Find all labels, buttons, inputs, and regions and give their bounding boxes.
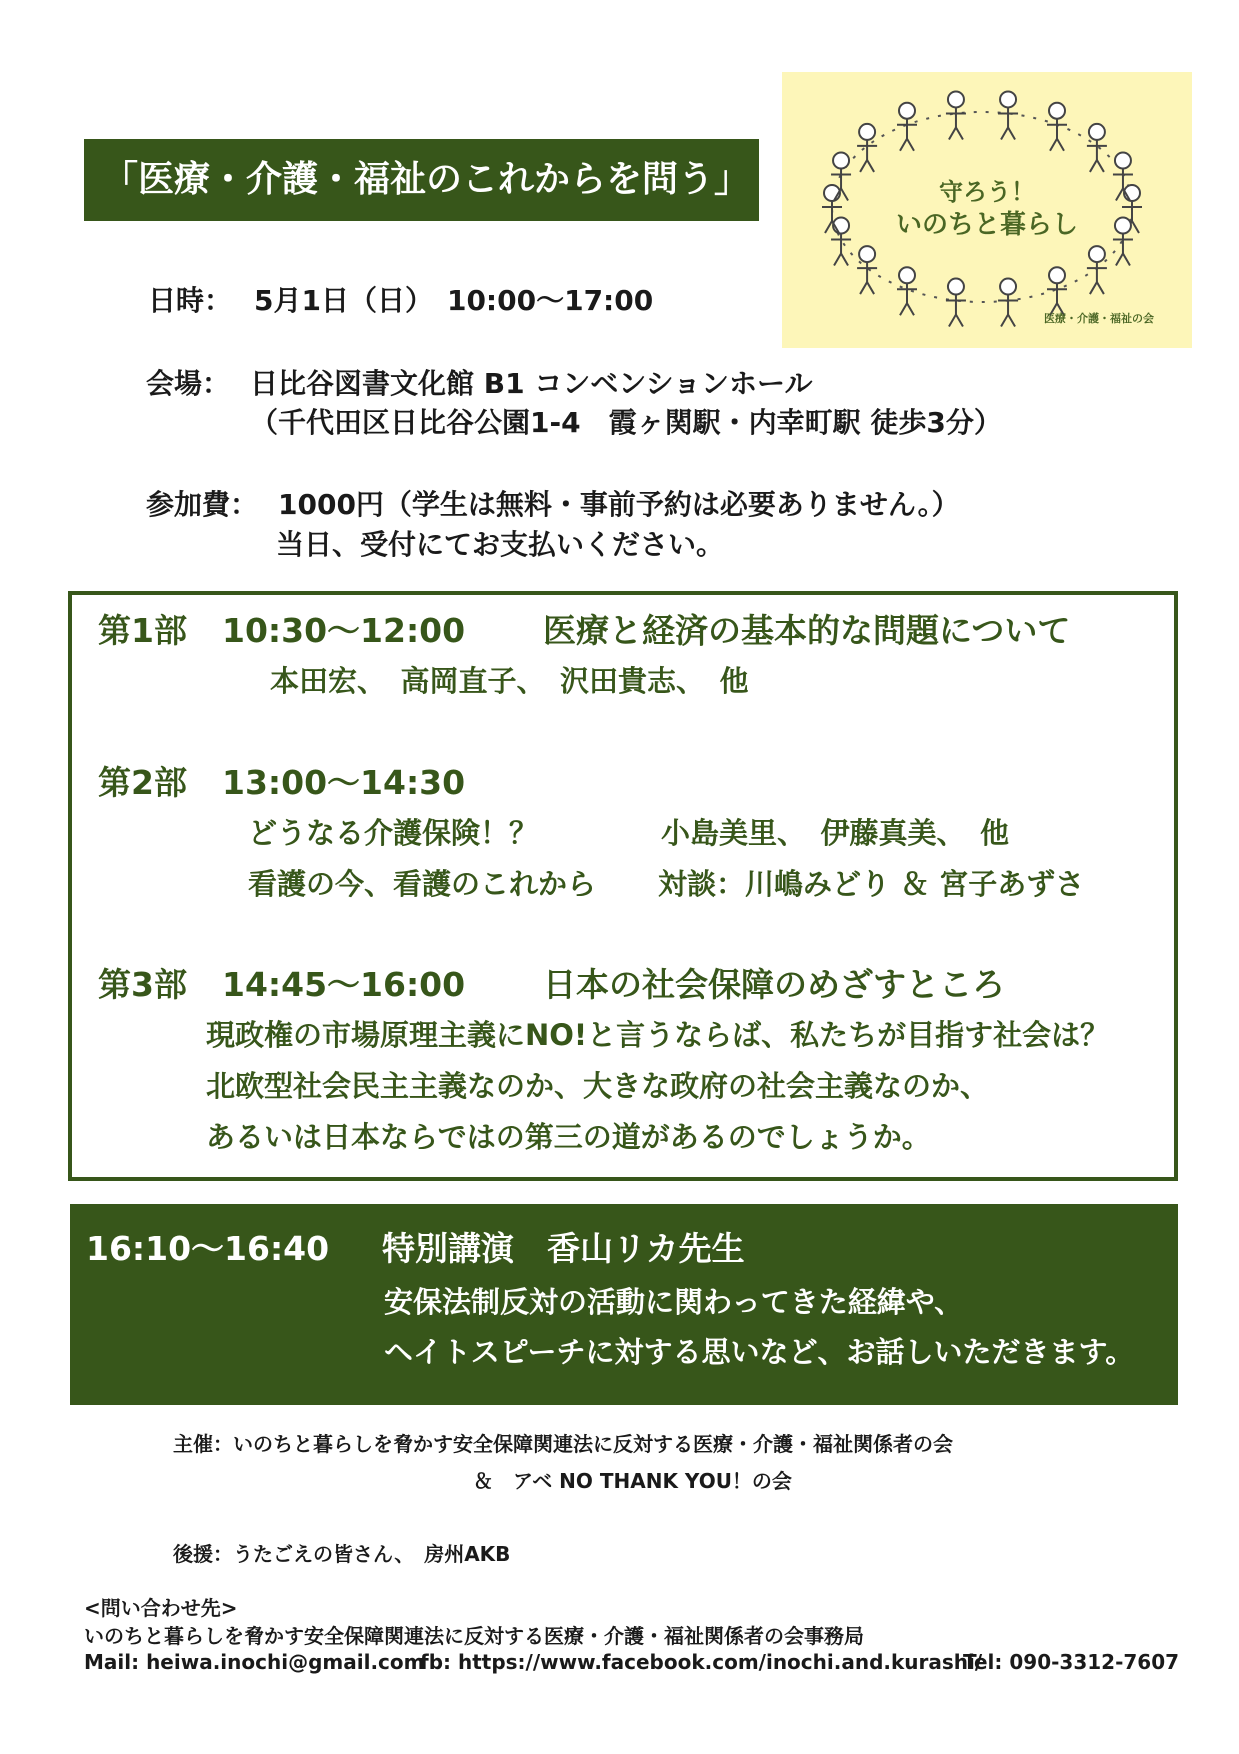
special-title: 特別講演 香山リカ先生 [382,1229,745,1268]
logo-org: 医療・介護・福祉の会 [1044,312,1154,325]
special-line1: 安保法制反対の活動に関わってきた経緯や、 [384,1285,964,1319]
part2-item1-topic: どうなる介護保険！？ [248,816,539,850]
part2-item2-topic: 看護の今、看護のこれから [248,867,597,901]
contact-mail: Mail: heiwa.inochi@gmail.com [84,1650,425,1674]
support: 後援：うたごえの皆さん、 房州AKB [173,1542,511,1566]
part2-item1-speakers: 小島美里、 伊藤真美、 他 [661,816,1010,850]
date-label: 日時： [148,284,233,317]
part3-topic: 日本の社会保障のめざすところ [543,965,1005,1004]
fee-note: 当日、受付にてお支払いください。 [276,528,725,561]
date-value: 5月1日（日） 10:00〜17:00 [254,284,654,317]
logo-heading-2: いのちと暮らし [895,210,1078,240]
part1-topic: 医療と経済の基本的な問題について [543,611,1071,650]
venue-address: （千代田区日比谷公園1-4 霞ヶ関駅・内幸町駅 徒歩3分） [250,406,1002,439]
contact-org: いのちと暮らしを脅かす安全保障関連法に反対する医療・介護・福祉関係者の会事務局 [84,1624,864,1648]
part3-line1: 現政権の市場原理主義にNO!と言うならば、私たちが目指す社会は？ [206,1018,1110,1052]
fee-label: 参加費： [146,488,259,521]
venue-label: 会場： [146,367,231,400]
part3-label: 第3部 [98,965,187,1004]
part1-speakers: 本田宏、 高岡直子、 沢田貴志、 他 [270,664,749,698]
part3-line2: 北欧型社会民主主義なのか、大きな政府の社会主義なのか、 [206,1069,990,1103]
person-figure [1047,103,1067,151]
contact-facebook: fb: https://www.facebook.com/inochi.and.kurashi/ [420,1650,983,1674]
logo-illustration [782,72,1192,348]
person-figure [998,91,1018,139]
contact-tel: Tel: 090-3312-7607 [963,1650,1180,1674]
person-figure [897,103,917,151]
part1-time: 10:30〜12:00 [222,611,466,650]
part2-item2-speakers: 対談：川嶋みどり ＆ 宮子あずさ [658,867,1085,901]
part2-label: 第2部 [98,763,187,802]
person-figure [1087,246,1107,294]
person-figure [998,279,1018,327]
contact-heading: <問い合わせ先> [84,1596,238,1620]
fee-value: 1000円（学生は無料・事前予約は必要ありません。） [278,488,960,521]
logo-heading-1: 守ろう！ [939,178,1035,206]
person-figure [1047,267,1067,315]
part2-time: 13:00〜14:30 [222,763,466,802]
part3-line3: あるいは日本ならではの第三の道があるのでしょうか。 [206,1120,931,1154]
person-figure [897,267,917,315]
person-figure [857,246,877,294]
venue-value: 日比谷図書文化館 B1 コンベンションホール [250,367,813,400]
person-figure [857,124,877,172]
part3-time: 14:45〜16:00 [222,965,466,1004]
special-line2: ヘイトスピーチに対する思いなど、お話しいただきます。 [384,1335,1135,1369]
person-figure [946,91,966,139]
organizer-2: ＆ アベ NO THANK YOU！の会 [473,1469,792,1493]
special-time: 16:10〜16:40 [86,1229,330,1268]
organizer: 主催：いのちと暮らしを脅かす安全保障関連法に反対する医療・介護・福祉関係者の会 [173,1432,953,1456]
person-figure [946,279,966,327]
person-figure [1087,124,1107,172]
page-title: 「医療・介護・福祉のこれからを問う」 [84,139,759,221]
part1-label: 第1部 [98,611,187,650]
